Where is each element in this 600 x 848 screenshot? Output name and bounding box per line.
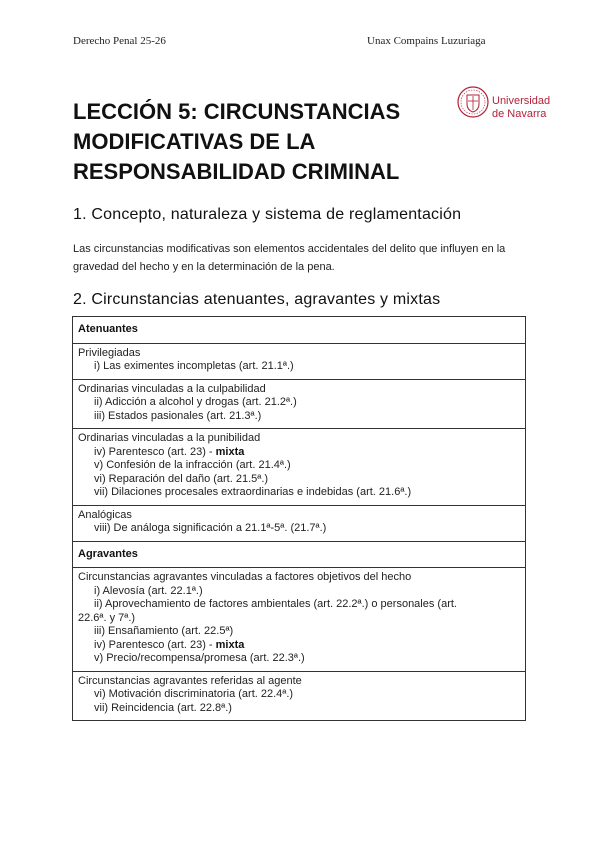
row-title: Circunstancias agravantes vinculadas a factores objetivos del hecho xyxy=(78,571,412,583)
list-item: v) Confesión de la infracción (art. 21.4ª.) xyxy=(94,459,291,471)
list-item: i) Alevosía (art. 22.1ª.) xyxy=(94,584,203,597)
section-2-heading: 2. Circunstancias atenuantes, agravantes y mixtas xyxy=(73,291,441,308)
circumstances-table xyxy=(72,316,526,721)
header-subject: Derecho Penal 25-26 xyxy=(73,35,166,47)
row-title: Ordinarias vinculadas a la punibilidad xyxy=(78,432,261,444)
list-item: v) Precio/recompensa/promesa (art. 22.3ª.) xyxy=(94,652,305,664)
table-row-privilegiadas xyxy=(73,343,525,379)
list-item: vi) Motivación discriminatoria (art. 22.4ª.) xyxy=(94,688,294,700)
list-item: ii) Aprovechamiento de factores ambientales (art. 22.2ª.) o personales (art. xyxy=(94,598,457,610)
list-item: viii) De análoga significación a 21.1ª-5ª. (21.7ª.) xyxy=(94,522,327,534)
table-row-atenuantes-header: Atenuantes xyxy=(78,323,138,335)
row-title: Circunstancias agravantes referidas al agente xyxy=(78,674,302,687)
mixta-label: mixta xyxy=(215,638,245,651)
row-title: Analógicas xyxy=(78,508,132,521)
page-title: LECCIÓN 5: CIRCUNSTANCIAS MODIFICATIVAS DE LA RESPONSABILIDAD CRIMINAL xyxy=(73,99,401,184)
section-1-heading: 1. Concepto, naturaleza y sistema de reglamentación xyxy=(73,206,462,223)
university-logo xyxy=(456,80,556,126)
logo-line-2: de Navarra xyxy=(492,108,547,120)
list-item: iii) Estados pasionales (art. 21.3ª.) xyxy=(94,409,262,422)
list-item: ii) Adicción a alcohol y drogas (art. 21.2ª.) xyxy=(94,396,297,408)
university-seal-icon xyxy=(456,80,490,124)
list-item-text: iv) Parentesco (art. 23) - xyxy=(94,638,216,651)
list-item-text: iv) Parentesco (art. 23) - xyxy=(94,445,216,458)
logo-line-1: Universidad xyxy=(492,95,551,107)
table-row-agente xyxy=(73,671,525,721)
row-title: Privilegiadas xyxy=(78,346,141,359)
table-row-objetivos xyxy=(73,567,525,671)
list-item xyxy=(78,639,520,653)
list-item: iii) Ensañamiento (art. 22.5ª) xyxy=(94,625,234,637)
table-row-agravantes-header: Agravantes xyxy=(73,541,525,568)
list-item-continuation: 22.6ª. y 7ª.) xyxy=(78,611,136,624)
table-row-punibilidad xyxy=(73,428,525,505)
row-title: Ordinarias vinculadas a la culpabilidad xyxy=(78,382,266,395)
table-row-culpabilidad xyxy=(73,379,525,429)
table-row-analogicas xyxy=(73,505,525,541)
section-1-paragraph: Las circunstancias modificativas son elementos accidentales del delito que influyen en la gravedad del hecho y en la determinación de la pena. xyxy=(73,243,506,273)
list-item: vii) Dilaciones procesales extraordinarias e indebidas (art. 21.6ª.) xyxy=(94,486,412,498)
list-item: vi) Reparación del daño (art. 21.5ª.) xyxy=(94,472,269,485)
list-item: i) Las eximentes incompletas (art. 21.1ª.) xyxy=(94,360,294,372)
list-item: vii) Reincidencia (art. 22.8ª.) xyxy=(94,701,232,714)
mixta-label: mixta xyxy=(215,445,245,458)
header-author: Unax Compains Luzuriaga xyxy=(367,35,486,47)
list-item xyxy=(78,446,520,460)
